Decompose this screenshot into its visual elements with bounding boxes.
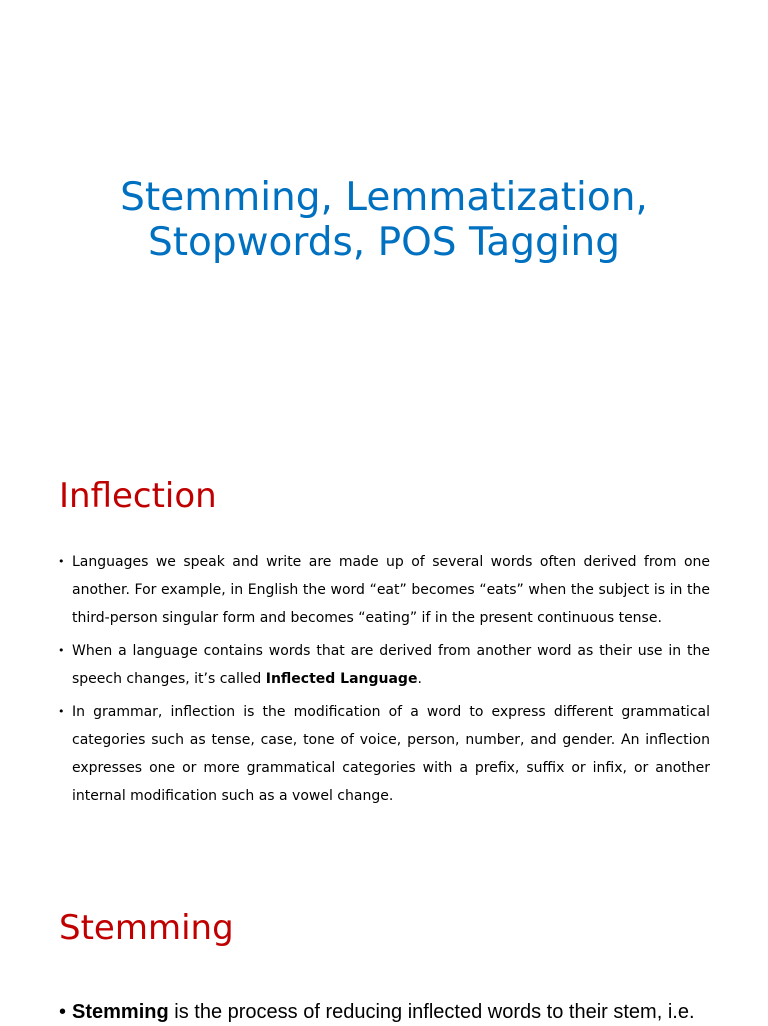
bullet-glyph: • xyxy=(58,644,65,657)
bullet-bold-term: Inflected Language xyxy=(265,671,418,687)
stemming-bullet xyxy=(59,998,719,1026)
inflection-bullet-list xyxy=(58,548,710,815)
stemming-bullet-text: is the process of reducing inflected words to their stem, i.e. xyxy=(168,1001,695,1023)
title-line-2: Stopwords, POS Tagging xyxy=(147,220,621,265)
bullet-text-before: When a language contains words that are derived from another word as their use in the speech changes, it’s called xyxy=(72,643,710,687)
bullet-glyph: • xyxy=(58,555,65,568)
inflection-slide xyxy=(0,432,768,864)
bullet-text-after: . xyxy=(417,671,422,687)
stemming-bold-term: Stemming xyxy=(72,1001,169,1023)
bullet-glyph: • xyxy=(58,705,65,718)
bullet-text: Languages we speak and write are made up of several words often derived from one another. For example, in English the word “eat” becomes “eats” when the subject is in the third-person singular form and becomes “eating” if in the present continuous tense. xyxy=(72,554,710,626)
bullet-item xyxy=(58,698,710,810)
bullet-item xyxy=(58,548,710,632)
title-slide xyxy=(0,0,768,432)
bullet-item xyxy=(58,637,710,693)
stemming-heading: Stemming xyxy=(59,908,234,948)
bullet-text: In grammar, inflection is the modification of a word to express different grammatical categories such as tense, case, tone of voice, person, number, and gender. An inflection expresses one or more grammatical categories with a prefix, suffix or infix, or another internal modification such as a vowel change. xyxy=(72,704,710,804)
presentation-title xyxy=(0,175,768,265)
inflection-heading: Inflection xyxy=(59,476,217,516)
title-line-1: Stemming, Lemmatization, xyxy=(120,175,648,220)
bullet-glyph: • xyxy=(59,1001,67,1023)
stemming-slide xyxy=(0,864,768,1024)
